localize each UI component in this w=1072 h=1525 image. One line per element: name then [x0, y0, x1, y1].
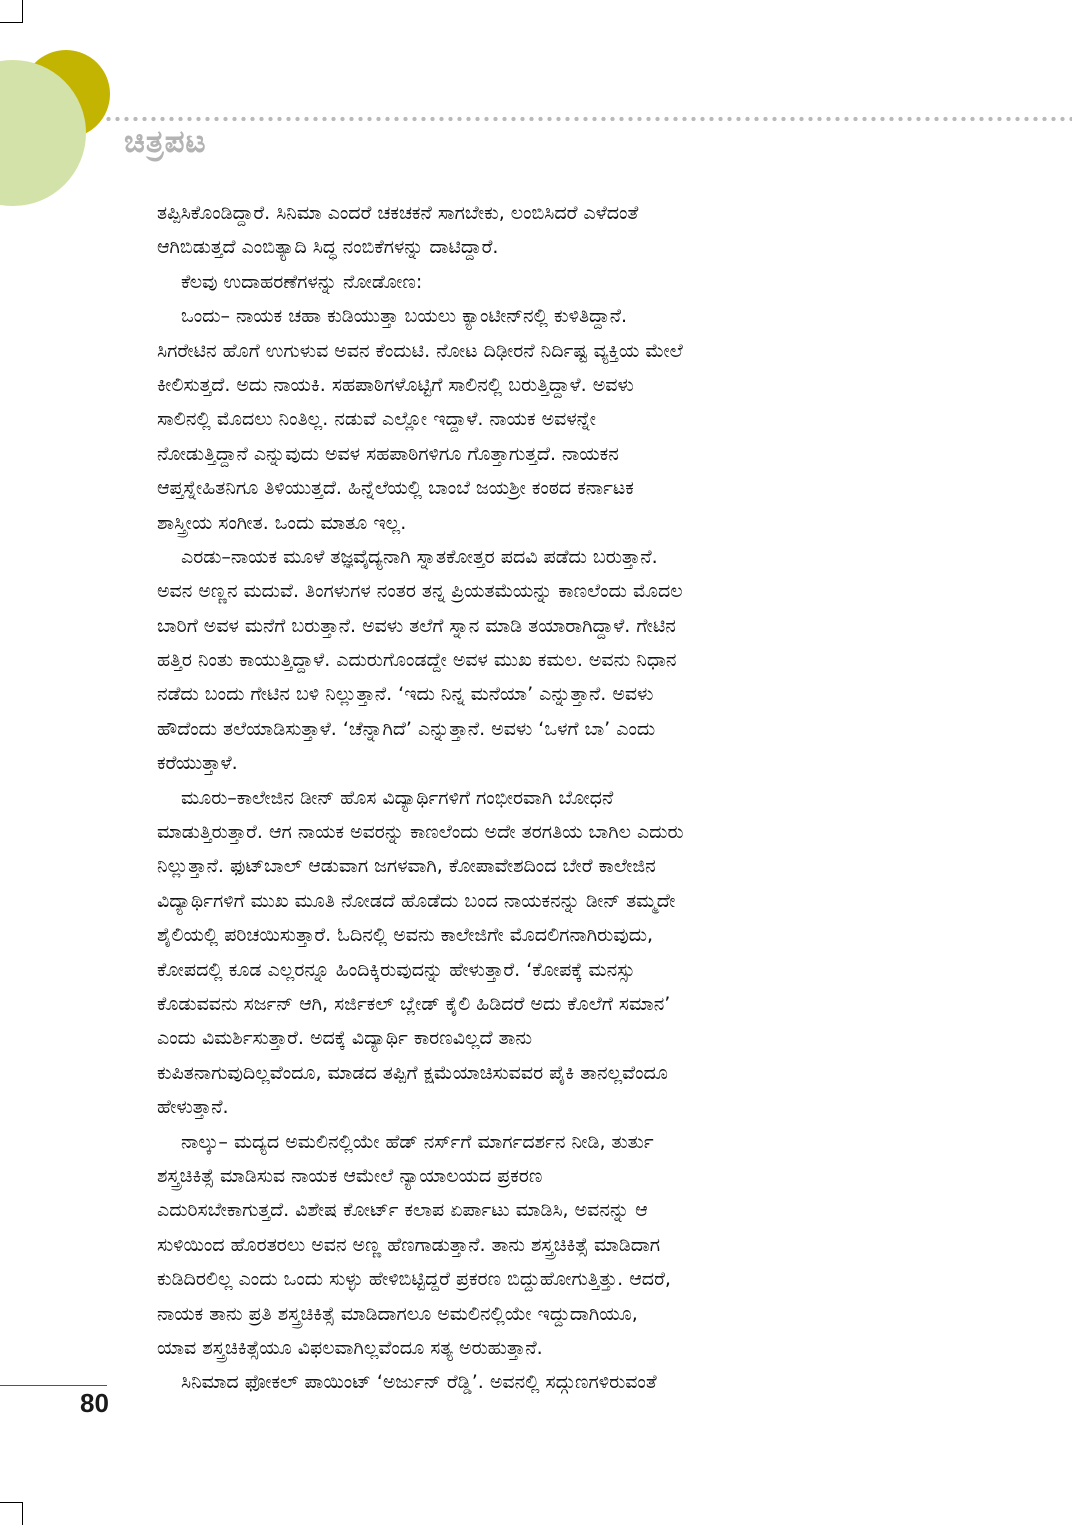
text-line: ಎಂದು ವಿಮರ್ಶಿಸುತ್ತಾರೆ. ಅದಕ್ಕೆ ವಿದ್ಯಾರ್ಥಿ ಕಾರಣವಿಲ್ಲದೆ ತಾನು	[157, 1027, 532, 1050]
text-line: ಕುಪಿತನಾಗುವುದಿಲ್ಲವೆಂದೂ, ಮಾಡದ ತಪ್ಪಿಗೆ ಕ್ಷಮೆಯಾಚಿಸುವವರ ಪೈಕಿ ತಾನಲ್ಲವೆಂದೂ	[157, 1061, 668, 1084]
crop-mark-top-horizontal	[0, 22, 23, 23]
crop-mark-bottom	[22, 1502, 23, 1525]
text-line: ಕರೆಯುತ್ತಾಳೆ.	[157, 752, 238, 775]
text-line: ಕುಡಿದಿರಲಿಲ್ಲ ಎಂದು ಒಂದು ಸುಳ್ಳು ಹೇಳಿಬಿಟ್ಟಿದ್ದರೆ ಪ್ರಕರಣ ಬಿದ್ದುಹೋಗುತ್ತಿತ್ತು. ಆದರೆ,	[157, 1268, 671, 1291]
page-number: 80	[80, 1388, 109, 1418]
crop-mark-bottom-horizontal	[0, 1502, 23, 1503]
text-line: ಸುಳಿಯಿಂದ ಹೊರತರಲು ಅವನ ಅಣ್ಣ ಹೆಣಗಾಡುತ್ತಾನೆ. ತಾನು ಶಸ್ತ್ರಚಿಕಿತ್ಸೆ ಮಾಡಿದಾಗ	[157, 1233, 661, 1256]
text-line: ಸಿನಿಮಾದ ಫೋಕಲ್ ಪಾಯಿಂಟ್ ‘ಅರ್ಜುನ್ ರೆಡ್ಡಿ’. ಅವನಲ್ಲಿ ಸದ್ಗುಣಗಳಿರುವಂತೆ	[181, 1371, 657, 1394]
text-line: ಆಗಿಬಿಡುತ್ತದೆ ಎಂಬಿತ್ಯಾದಿ ಸಿದ್ಧ ನಂಬಿಕೆಗಳನ್ನು ದಾಟಿದ್ದಾರೆ.	[157, 236, 499, 259]
text-line: ಕೊಡುವವನು ಸರ್ಜನ್ ಆಗಿ, ಸರ್ಜಿಕಲ್ ಬ್ಲೇಡ್ ಕೈಲಿ ಹಿಡಿದರೆ ಅದು ಕೊಲೆಗೆ ಸಮಾನ’	[157, 992, 671, 1015]
text-line: ಅವನ ಅಣ್ಣನ ಮದುವೆ. ತಿಂಗಳುಗಳ ನಂತರ ತನ್ನ ಪ್ರಿಯತಮೆಯನ್ನು ಕಾಣಲೆಂದು ಮೊದಲ	[157, 580, 683, 603]
text-line: ಯಾವ ಶಸ್ತ್ರಚಿಕಿತ್ಸೆಯೂ ವಿಫಲವಾಗಿಲ್ಲವೆಂದೂ ಸತ್ಯ ಅರುಹುತ್ತಾನೆ.	[157, 1336, 543, 1359]
text-line: ಹತ್ತಿರ ನಿಂತು ಕಾಯುತ್ತಿದ್ದಾಳೆ. ಎದುರುಗೊಂಡದ್ದೇ ಅವಳ ಮುಖ ಕಮಲ. ಅವನು ನಿಧಾನ	[157, 649, 677, 672]
text-line: ನಡೆದು ಬಂದು ಗೇಟಿನ ಬಳಿ ನಿಲ್ಲುತ್ತಾನೆ. ‘ಇದು ನಿನ್ನ ಮನೆಯಾ’ ಎನ್ನುತ್ತಾನೆ. ಅವಳು	[157, 683, 654, 706]
footer-rule	[0, 1385, 107, 1386]
text-line: ಹೇಳುತ್ತಾನೆ.	[157, 1096, 229, 1119]
text-line: ಬಾರಿಗೆ ಅವಳ ಮನೆಗೆ ಬರುತ್ತಾನೆ. ಅವಳು ತಲೆಗೆ ಸ್ನಾನ ಮಾಡಿ ತಯಾರಾಗಿದ್ದಾಳೆ. ಗೇಟಿನ	[157, 614, 676, 637]
text-line: ತಪ್ಪಿಸಿಕೊಂಡಿದ್ದಾರೆ. ಸಿನಿಮಾ ಎಂದರೆ ಚಕಚಕನೆ ಸಾಗಬೇಕು, ಲಂಬಿಸಿದರೆ ಎಳೆದಂತೆ	[157, 202, 639, 224]
text-line: ಎರಡು–ನಾಯಕ ಮೂಳೆ ತಜ್ಞವೈದ್ಯನಾಗಿ ಸ್ನಾತಕೋತ್ತರ ಪದವಿ ಪಡೆದು ಬರುತ್ತಾನೆ.	[181, 545, 658, 568]
text-line: ಕೆಲವು ಉದಾಹರಣೆಗಳನ್ನು ನೋಡೋಣ:	[181, 270, 423, 293]
text-line: ಶೈಲಿಯಲ್ಲಿ ಪರಿಚಯಿಸುತ್ತಾರೆ. ಓದಿನಲ್ಲಿ ಅವನು ಕಾಲೇಜಿಗೇ ಮೊದಲಿಗನಾಗಿರುವುದು,	[157, 924, 654, 947]
text-line: ಮೂರು–ಕಾಲೇಜಿನ ಡೀನ್ ಹೊಸ ವಿದ್ಯಾರ್ಥಿಗಳಿಗೆ ಗಂಭೀರವಾಗಿ ಬೋಧನೆ	[181, 786, 614, 809]
header-dotted-rule	[104, 116, 1072, 122]
text-line: ನಾಲ್ಕು– ಮದ್ಯದ ಅಮಲಿನಲ್ಲಿಯೇ ಹೆಡ್ ನರ್ಸ್‌ಗೆ ಮಾರ್ಗದರ್ಶನ ನೀಡಿ, ತುರ್ತು	[181, 1130, 654, 1153]
article-body	[157, 196, 917, 1400]
text-line: ಶಾಸ್ತ್ರೀಯ ಸಂಗೀತ. ಒಂದು ಮಾತೂ ಇಲ್ಲ.	[157, 511, 407, 534]
section-title: ಚಿತ್ರಪಟ	[124, 124, 207, 160]
text-line: ಆಪ್ತಸ್ನೇಹಿತನಿಗೂ ತಿಳಿಯುತ್ತದೆ. ಹಿನ್ನೆಲೆಯಲ್ಲಿ ಬಾಂಬೆ ಜಯಶ್ರೀ ಕಂಠದ ಕರ್ನಾಟಕ	[157, 477, 634, 500]
text-line: ಶಸ್ತ್ರಚಿಕಿತ್ಸೆ ಮಾಡಿಸುವ ನಾಯಕ ಆಮೇಲೆ ನ್ಯಾಯಾಲಯದ ಪ್ರಕರಣ	[157, 1164, 543, 1187]
text-line: ಕೋಪದಲ್ಲಿ ಕೂಡ ಎಲ್ಲರನ್ನೂ ಹಿಂದಿಕ್ಕಿರುವುದನ್ನು ಹೇಳುತ್ತಾರೆ. ‘ಕೋಪಕ್ಕೆ ಮನಸ್ಸು	[157, 958, 636, 981]
text-line: ಒಂದು– ನಾಯಕ ಚಹಾ ಕುಡಿಯುತ್ತಾ ಬಯಲು ಕ್ಯಾಂಟೀನ್‌ನಲ್ಲಿ ಕುಳಿತಿದ್ದಾನೆ.	[181, 305, 628, 328]
text-line: ಎದುರಿಸಬೇಕಾಗುತ್ತದೆ. ವಿಶೇಷ ಕೋರ್ಟ್ ಕಲಾಪ ಏರ್ಪಾಟು ಮಾಡಿಸಿ, ಅವನನ್ನು ಆ	[157, 1199, 648, 1222]
text-line: ನಿಲ್ಲುತ್ತಾನೆ. ಫುಟ್‌ಬಾಲ್ ಆಡುವಾಗ ಜಗಳವಾಗಿ, ಕೋಪಾವೇಶದಿಂದ ಬೇರೆ ಕಾಲೇಜಿನ	[157, 855, 656, 878]
text-line: ನಾಯಕ ತಾನು ಪ್ರತಿ ಶಸ್ತ್ರಚಿಕಿತ್ಸೆ ಮಾಡಿದಾಗಲೂ ಅಮಲಿನಲ್ಲಿಯೇ ಇದ್ದುದಾಗಿಯೂ,	[157, 1302, 638, 1325]
text-line: ನೋಡುತ್ತಿದ್ದಾನೆ ಎನ್ನುವುದು ಅವಳ ಸಹಪಾಠಿಗಳಿಗೂ ಗೊತ್ತಾಗುತ್ತದೆ. ನಾಯಕನ	[157, 442, 619, 465]
text-line: ಸಿಗರೇಟಿನ ಹೊಗೆ ಉಗುಳುವ ಅವನ ಕೆಂದುಟಿ. ನೋಟ ದಿಢೀರನೆ ನಿರ್ದಿಷ್ಟ ವ್ಯಕ್ತಿಯ ಮೇಲೆ	[157, 339, 683, 362]
text-line: ಮಾಡುತ್ತಿರುತ್ತಾರೆ. ಆಗ ನಾಯಕ ಅವರನ್ನು ಕಾಣಲೆಂದು ಅದೇ ತರಗತಿಯ ಬಾಗಿಲ ಎದುರು	[157, 821, 684, 844]
text-line: ಸಾಲಿನಲ್ಲಿ ಮೊದಲು ನಿಂತಿಲ್ಲ. ನಡುವೆ ಎಲ್ಲೋ ಇದ್ದಾಳೆ. ನಾಯಕ ಅವಳನ್ನೇ	[157, 408, 597, 431]
text-line: ಹೌದೆಂದು ತಲೆಯಾಡಿಸುತ್ತಾಳೆ. ‘ಚೆನ್ನಾಗಿದೆ’ ಎನ್ನುತ್ತಾನೆ. ಅವಳು ‘ಒಳಗೆ ಬಾ’ ಎಂದು	[157, 717, 656, 740]
text-line: ಕೀಲಿಸುತ್ತದೆ. ಅದು ನಾಯಕಿ. ಸಹಪಾಠಿಗಳೊಟ್ಟಿಗೆ ಸಾಲಿನಲ್ಲಿ ಬರುತ್ತಿದ್ದಾಳೆ. ಅವಳು	[157, 373, 634, 396]
text-line: ವಿದ್ಯಾರ್ಥಿಗಳಿಗೆ ಮುಖ ಮೂತಿ ನೋಡದೆ ಹೊಡೆದು ಬಂದ ನಾಯಕನನ್ನು ಡೀನ್ ತಮ್ಮದೇ	[157, 889, 676, 912]
crop-mark-top	[22, 0, 23, 22]
